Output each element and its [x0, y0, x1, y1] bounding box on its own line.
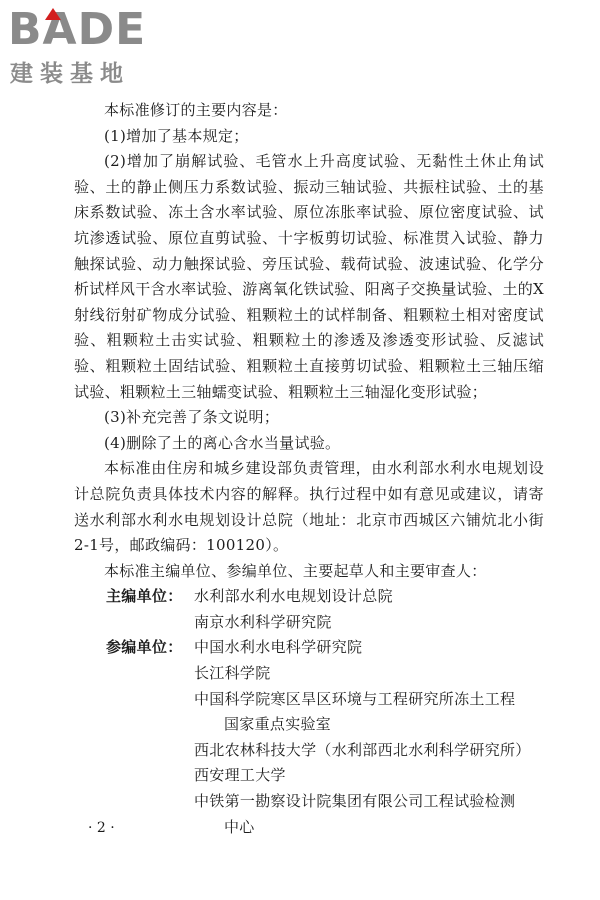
revision-item-4: (4)删除了土的离心含水当量试验。: [104, 433, 341, 452]
management-paragraph: 本标准由住房和城乡建设部负责管理，由水利部水利水电规划设计总院负责具体技术内容的解释。执行过程中如有意见或建议，请寄送水利部水利水电规划设计总院（地址：北京市西城区六铺炕北小街2-1号，邮政编码：100120）。: [74, 459, 544, 555]
participating-unit: 西北农林科技大学（水利部西北水利科学研究所）: [194, 740, 531, 759]
participating-unit-continuation: 国家重点实验室: [224, 715, 332, 734]
revision-item-1: (1)增加了基本规定；: [104, 126, 249, 145]
chief-units-section: [74, 584, 544, 635]
participating-unit: 长江科学院: [194, 664, 271, 683]
participating-unit: 西安理工大学: [194, 766, 286, 785]
units-intro-paragraph: 本标准主编单位、参编单位、主要起草人和主要审查人：: [104, 561, 487, 580]
participating-unit: 中铁第一勘察设计院集团有限公司工程试验检测: [194, 792, 516, 811]
page-number: · 2 ·: [88, 820, 115, 836]
participating-unit: 中国科学院寒区旱区环境与工程研究所冻土工程: [194, 689, 516, 708]
revision-item-3: (3)补充完善了条文说明；: [104, 408, 280, 427]
page-body: [74, 98, 544, 840]
participating-unit-continuation: 中心: [224, 817, 255, 836]
logo-accent-triangle: [45, 8, 61, 20]
chief-unit: 水利部水利水电规划设计总院: [194, 587, 393, 606]
participating-units-section: [74, 635, 544, 840]
participating-unit: 中国水利水电科学研究院: [194, 638, 363, 657]
participating-units-label: 参编单位：: [106, 638, 183, 657]
intro-paragraph: 本标准修订的主要内容是：: [104, 101, 288, 119]
bade-logo: [8, 6, 178, 90]
revision-item-2: (2)增加了崩解试验、毛管水上升高度试验、无黏性土休止角试验、土的静止侧压力系数试验、振动三轴试验、共振柱试验、土的基床系数试验、冻土含水率试验、原位冻胀率试验、原位密度试验、试坑渗透试验、原位直剪试验、十字板剪切试验、标准贯入试验、静力触探试验、动力触探试验、旁压试验、载荷试验、波速试验、化学分析试样风干含水率试验、游离氧化铁试验、阳离子交换量试验、土的X射线衍射矿物成分试验、粗颗粒土的试样制备、粗颗粒土相对密度试验、粗颗粒土击实试验、粗颗粒土的渗透及渗透变形试验、反滤试验、粗颗粒土固结试验、粗颗粒土直接剪切试验、粗颗粒土三轴压缩试验、粗颗粒土三轴蠕变试验、粗颗粒土三轴湿化变形试验；: [74, 152, 544, 401]
logo-subtitle: 建装基地: [10, 61, 130, 87]
chief-unit: 南京水利科学研究院: [194, 612, 332, 631]
chief-units-label: 主编单位：: [106, 587, 183, 606]
logo-wordmark: BADE: [8, 4, 147, 55]
